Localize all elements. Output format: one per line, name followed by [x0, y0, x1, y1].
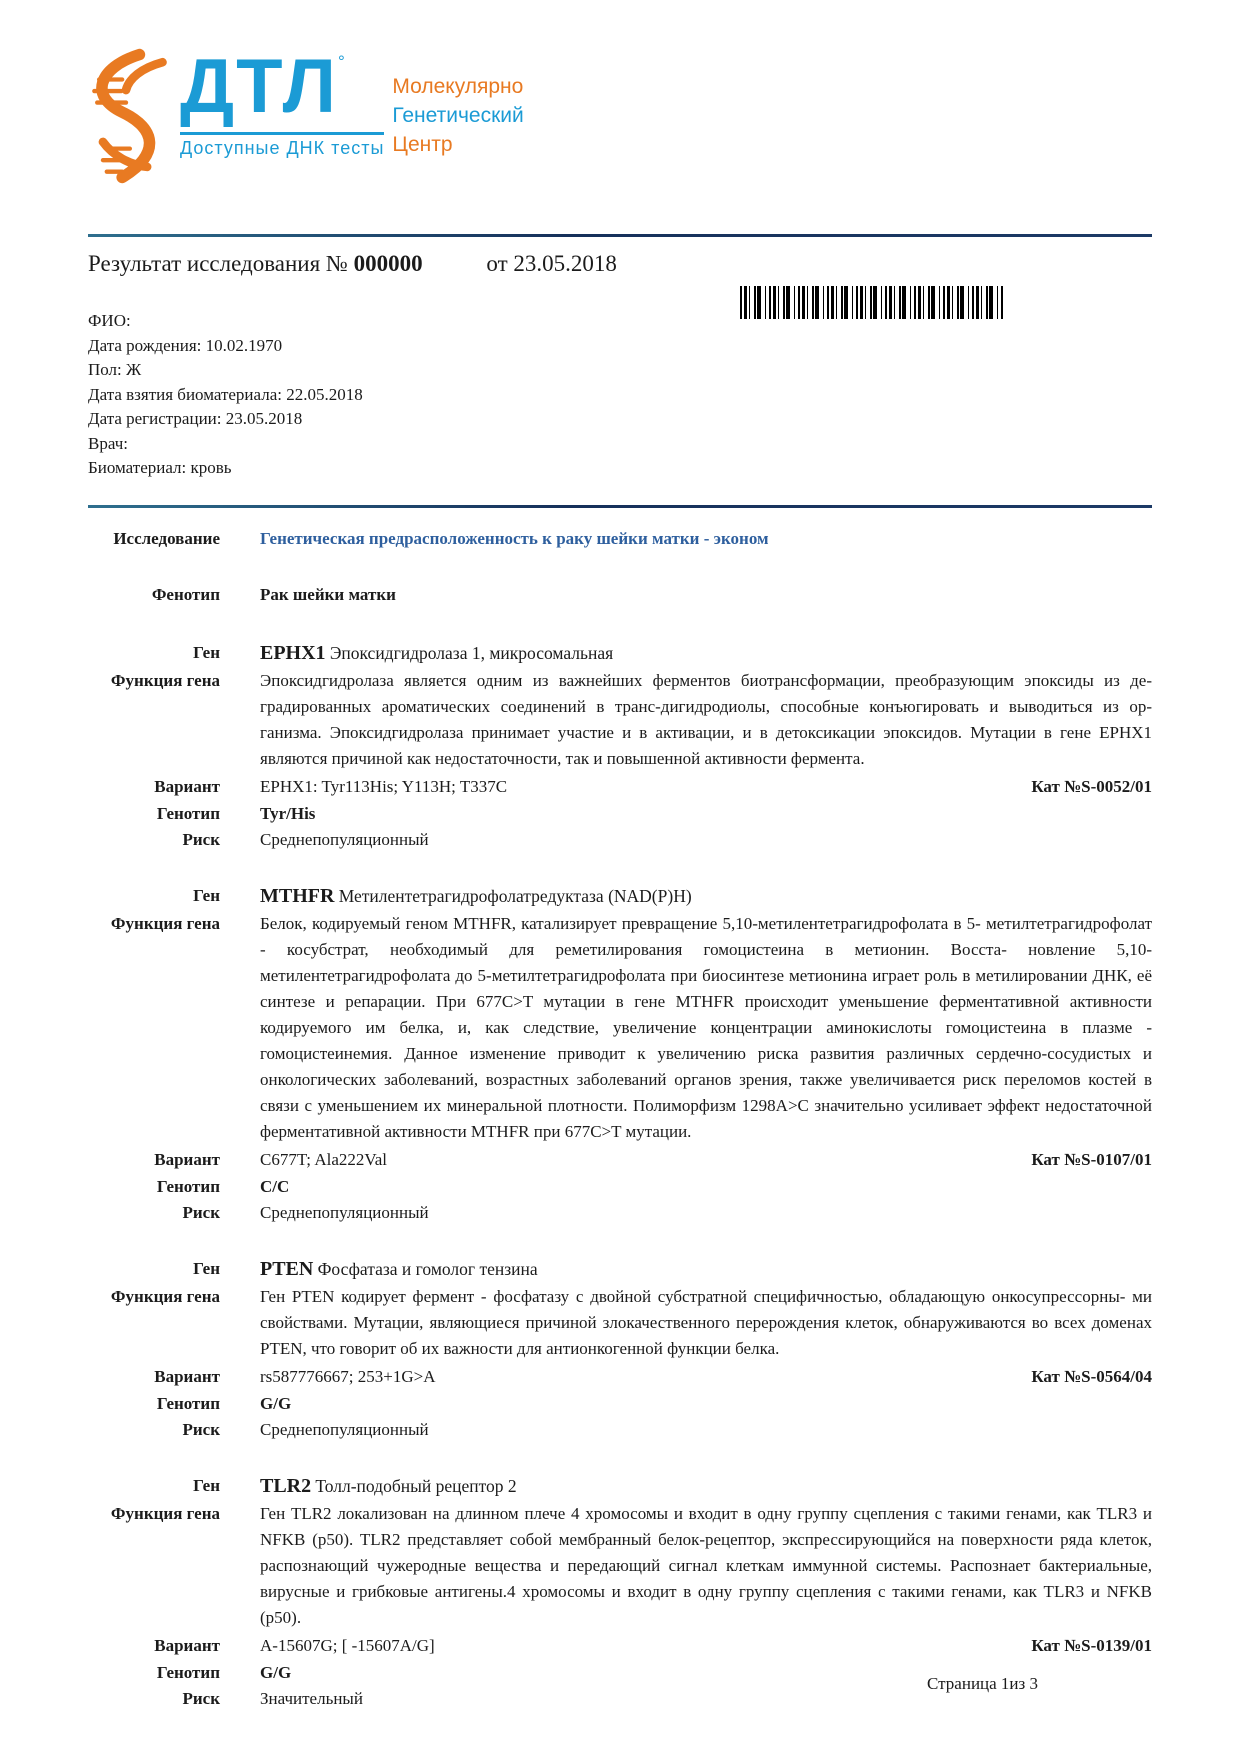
gene-label: Ген	[193, 1258, 220, 1278]
patient-info	[88, 309, 1152, 481]
gene-function-label: Функция гена	[110, 1286, 220, 1306]
variant-value: rs587776667; 253+1G>A	[260, 1366, 436, 1386]
genotype-label: Генотип	[156, 1176, 220, 1196]
results-table	[88, 526, 1152, 1712]
catalog-number: Кат №S-0139/01	[1031, 1635, 1152, 1655]
logo-wordmark	[180, 46, 384, 159]
gene-section	[88, 883, 1152, 1226]
variant-row	[88, 1364, 1152, 1391]
variant-value: C677T; Ala222Val	[260, 1149, 388, 1169]
genotype-label: Генотип	[156, 1662, 220, 1682]
section-rule	[88, 505, 1152, 508]
risk-row	[88, 1417, 1152, 1443]
page-footer: Страница 1из 3	[927, 1674, 1038, 1693]
study-title: Генетическая предрасположенность к раку шейки матки - эконом	[260, 528, 769, 548]
logo-registered-mark: °	[338, 52, 345, 71]
logo-acronym: ДТЛ	[180, 44, 338, 129]
catalog-number: Кат №S-0052/01	[1031, 776, 1152, 796]
variant-value: EPHX1: Tyr113His; Y113H; T337C	[260, 776, 508, 796]
dna-helix-icon	[78, 46, 174, 186]
gene-function-text: Ген PTEN кодирует фермент - фосфатазу с двойной субстратной специфичностью, обладающую онкосупрессорны- ми свойствами. Мутации, являющиеся причиной злокачественного перерождения клеток, обнаруживаются во всех доменах PTEN, что говорит об их важности для антионкогенной функции белка.	[260, 1286, 1152, 1358]
genotype-value: G/G	[260, 1393, 292, 1413]
study-row	[88, 526, 1152, 552]
gene-function-text: Белок, кодируемый геном MTHFR, катализирует превращение 5,10-метилентетрагидрофолата в 5- метилтетрагидрофолат - косубстрат, необходимый для реметилирования гомоцистеина в метионин. Восста- новление 5,10-метилентетрагидрофолата до 5-метилтетрагидрофолата при биосинтезе метионина играет роль в метилировании ДНК, её синтезе и репарации. При 677C>T мутации в гене MTHFR происходит уменьшение ферментативной активности кодируемого им белка, и, как следствие, увеличение концентрации аминокислоты гомоцистеина в плазме - гомоцистеинемия. Данное изменение приводит к увеличению риска развития различных сердечно-сосудистых и онкологических заболеваний, возрастных заболеваний органов зрения, также увеличивается риск переломов костей в связи с уменьшением их минеральной плотности. Полиморфизм 1298A>C значительно усиливает эффект недостаточной ферментативной активности MTHFR при 677C>T мутации.	[260, 913, 1152, 1141]
risk-value: Среднепопуляционный	[260, 829, 429, 849]
patient-line: Биоматериал: кровь	[88, 458, 232, 477]
gene-name: PTEN	[260, 1257, 314, 1280]
risk-row	[88, 1200, 1152, 1226]
variant-label: Вариант	[154, 776, 220, 796]
phenotype-value: Рак шейки матки	[260, 584, 396, 604]
patient-line: Дата рождения: 10.02.1970	[88, 335, 283, 355]
gene-sections	[88, 640, 1152, 1712]
result-date: от 23.05.2018	[486, 251, 617, 276]
risk-value: Значительный	[260, 1688, 363, 1708]
gene-row	[88, 883, 1152, 911]
risk-value: Среднепопуляционный	[260, 1202, 429, 1222]
variant-row	[88, 1633, 1152, 1660]
patient-line: ФИО:	[88, 311, 131, 330]
gene-row	[88, 1473, 1152, 1501]
gene-label: Ген	[193, 1475, 220, 1495]
genotype-row	[88, 1174, 1152, 1200]
gene-function-text: Эпоксидгидролаза является одним из важнейших ферментов биотрансформации, преобразующим эпоксиды из де- градированных ароматических соединений в транс-дигидродиолы, способные конъюгировать и выводиться из ор- ганизма. Эпоксидгидролаза принимает участие и в активации, и в детоксикации эпоксидов. Мутации в гене EPHX1 являются причиной как недостаточности, так и повышенной активности фермента.	[260, 670, 1152, 768]
patient-line: Дата взятия биоматериала: 22.05.2018	[88, 384, 363, 404]
logo-tagline-line: Генетический	[392, 104, 524, 127]
result-number: 000000	[353, 251, 423, 276]
barcode	[740, 286, 1004, 319]
study-label: Исследование	[113, 528, 220, 548]
risk-row	[88, 827, 1152, 853]
header-rule	[88, 234, 1152, 237]
logo-underline	[180, 132, 384, 135]
patient-line: Врач:	[88, 433, 128, 453]
gene-row	[88, 1256, 1152, 1284]
result-label: Результат исследования №	[88, 251, 348, 276]
gene-label: Ген	[193, 885, 220, 905]
logo	[78, 46, 1152, 198]
phenotype-row	[88, 582, 1152, 608]
variant-row	[88, 774, 1152, 801]
genotype-label: Генотип	[156, 803, 220, 823]
genotype-value: Tyr/His	[260, 803, 316, 823]
risk-label: Риск	[182, 1688, 220, 1708]
gene-name: MTHFR	[260, 884, 335, 907]
risk-label: Риск	[182, 1419, 220, 1439]
logo-tagline-line: Центр	[392, 133, 453, 156]
logo-tagline	[392, 72, 523, 159]
variant-label: Вариант	[154, 1149, 220, 1169]
patient-line: Пол: Ж	[88, 360, 142, 379]
risk-value: Среднепопуляционный	[260, 1419, 429, 1439]
gene-function-label: Функция гена	[110, 1503, 220, 1523]
gene-function-row	[88, 911, 1152, 1147]
variant-label: Вариант	[154, 1366, 220, 1386]
genotype-row	[88, 1391, 1152, 1417]
gene-function-label: Функция гена	[110, 670, 220, 690]
patient-line: Дата регистрации: 23.05.2018	[88, 409, 303, 428]
gene-subtitle: Метилентетрагидрофолатредуктаза (NAD(P)H)	[338, 885, 692, 906]
gene-function-row	[88, 1501, 1152, 1633]
genotype-label: Генотип	[156, 1393, 220, 1413]
catalog-number: Кат №S-0107/01	[1031, 1149, 1152, 1169]
genotype-value: C/C	[260, 1176, 290, 1196]
gene-name: TLR2	[260, 1474, 312, 1497]
gene-subtitle: Фосфатаза и гомолог тензина	[317, 1258, 538, 1279]
gene-function-label: Функция гена	[110, 913, 220, 933]
risk-label: Риск	[182, 1202, 220, 1222]
gene-subtitle: Толл-подобный рецептор 2	[315, 1475, 517, 1496]
gene-function-row	[88, 1284, 1152, 1364]
genotype-row	[88, 801, 1152, 827]
genotype-value: G/G	[260, 1662, 292, 1682]
phenotype-label: Фенотип	[151, 584, 220, 604]
gene-section	[88, 640, 1152, 853]
gene-row	[88, 640, 1152, 668]
gene-subtitle: Эпоксидгидролаза 1, микросомальная	[329, 642, 614, 663]
risk-label: Риск	[182, 829, 220, 849]
variant-label: Вариант	[154, 1635, 220, 1655]
gene-label: Ген	[193, 642, 220, 662]
gene-function-text: Ген TLR2 локализован на длинном плече 4 хромосомы и входит в одну группу сцепления с такими генами, как TLR3 и NFKB (p50). TLR2 представляет собой мембранный белок-рецептор, экспрессирующийся на поверхности ряда клеток, распознающий чужеродные вещества и передающий сигнал клеткам иммунной системы. Распознает бактериальные, вирусные и грибковые антигены.4 хромосомы и входит в одну группу сцепления с такими генами, как TLR3 и NFKB (p50).	[260, 1503, 1152, 1627]
variant-value: A-15607G; [ -15607A/G]	[260, 1635, 435, 1655]
gene-name: EPHX1	[260, 641, 326, 664]
variant-row	[88, 1147, 1152, 1174]
logo-subtitle: Доступные ДНК тесты	[180, 138, 385, 158]
catalog-number: Кат №S-0564/04	[1031, 1366, 1152, 1386]
gene-function-row	[88, 668, 1152, 774]
logo-tagline-line: Молекулярно	[392, 75, 524, 98]
gene-section	[88, 1256, 1152, 1443]
doc-title	[88, 251, 1152, 277]
